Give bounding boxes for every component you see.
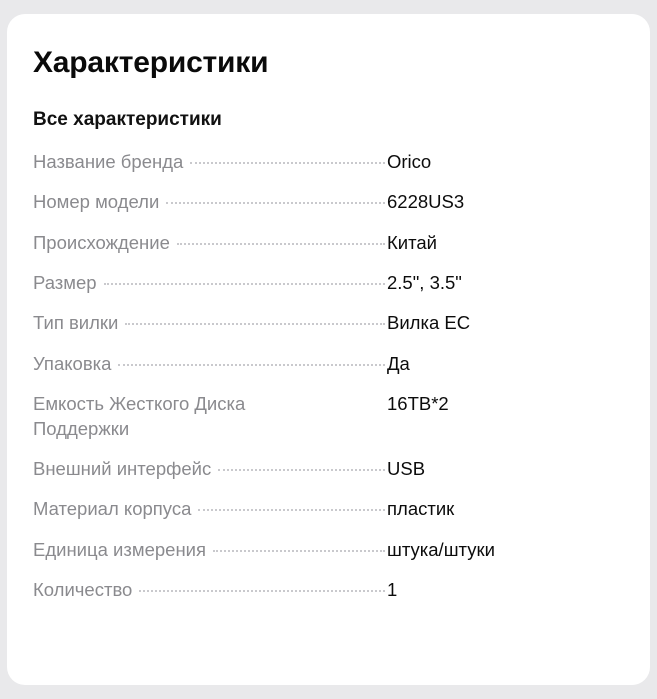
spec-value: Китай xyxy=(387,231,437,253)
spec-label: Материал корпуса xyxy=(33,498,192,520)
spec-label-wrap xyxy=(33,392,385,441)
spec-label: Происхождение xyxy=(33,231,170,253)
table-row xyxy=(33,263,624,303)
spec-label: Внешний интерфейс xyxy=(33,458,212,480)
spec-value: 6228US3 xyxy=(387,191,465,213)
page-title: Характеристики xyxy=(33,46,269,79)
specifications-card xyxy=(7,14,650,685)
spec-value: USB xyxy=(387,458,426,480)
spec-label: Единица измерения xyxy=(33,538,207,560)
spec-label: Тип вилки xyxy=(33,312,119,334)
spec-label: Размер xyxy=(33,272,97,294)
spec-label-wrap xyxy=(33,497,385,521)
spec-value: пластик xyxy=(387,498,455,520)
dot-leader xyxy=(166,201,385,204)
spec-label-wrap xyxy=(33,311,385,335)
spec-label-wrap xyxy=(33,231,385,255)
spec-label-wrap xyxy=(33,271,385,295)
spec-label-wrap xyxy=(33,538,385,562)
spec-label: Емкость Жесткого Диска Поддержки xyxy=(33,393,246,439)
table-row xyxy=(33,344,624,384)
table-row xyxy=(33,303,624,343)
table-row xyxy=(33,530,624,570)
table-row xyxy=(33,570,624,610)
table-row xyxy=(33,223,624,263)
dot-leader xyxy=(213,549,385,552)
spec-value: Orico xyxy=(387,150,432,172)
spec-label: Количество xyxy=(33,579,133,601)
spec-value: штука/штуки xyxy=(387,538,495,560)
spec-value: 16TB*2 xyxy=(387,393,449,415)
dot-leader xyxy=(139,589,385,592)
section-title: Все характеристики xyxy=(33,109,222,130)
dot-leader xyxy=(218,468,385,471)
spec-label-wrap xyxy=(33,457,385,481)
spec-value: 2.5", 3.5" xyxy=(387,272,462,294)
dot-leader xyxy=(190,161,385,164)
table-row xyxy=(33,182,624,222)
dot-leader xyxy=(177,242,385,245)
table-row xyxy=(33,384,624,449)
spec-value: 1 xyxy=(387,579,398,601)
spec-label: Упаковка xyxy=(33,352,112,374)
table-row xyxy=(33,142,624,182)
dot-leader xyxy=(330,405,385,406)
table-row xyxy=(33,449,624,489)
specifications-table xyxy=(33,142,624,611)
spec-label: Номер модели xyxy=(33,191,160,213)
dot-leader xyxy=(125,322,385,325)
table-row xyxy=(33,489,624,529)
spec-label-wrap xyxy=(33,352,385,376)
spec-label: Название бренда xyxy=(33,150,184,172)
spec-label-wrap xyxy=(33,578,385,602)
dot-leader xyxy=(118,363,385,366)
spec-label-wrap xyxy=(33,150,385,174)
dot-leader xyxy=(104,282,385,285)
spec-label-wrap xyxy=(33,190,385,214)
spec-value: Да xyxy=(387,352,410,374)
dot-leader xyxy=(198,508,385,511)
spec-value: Вилка ЕС xyxy=(387,312,471,334)
